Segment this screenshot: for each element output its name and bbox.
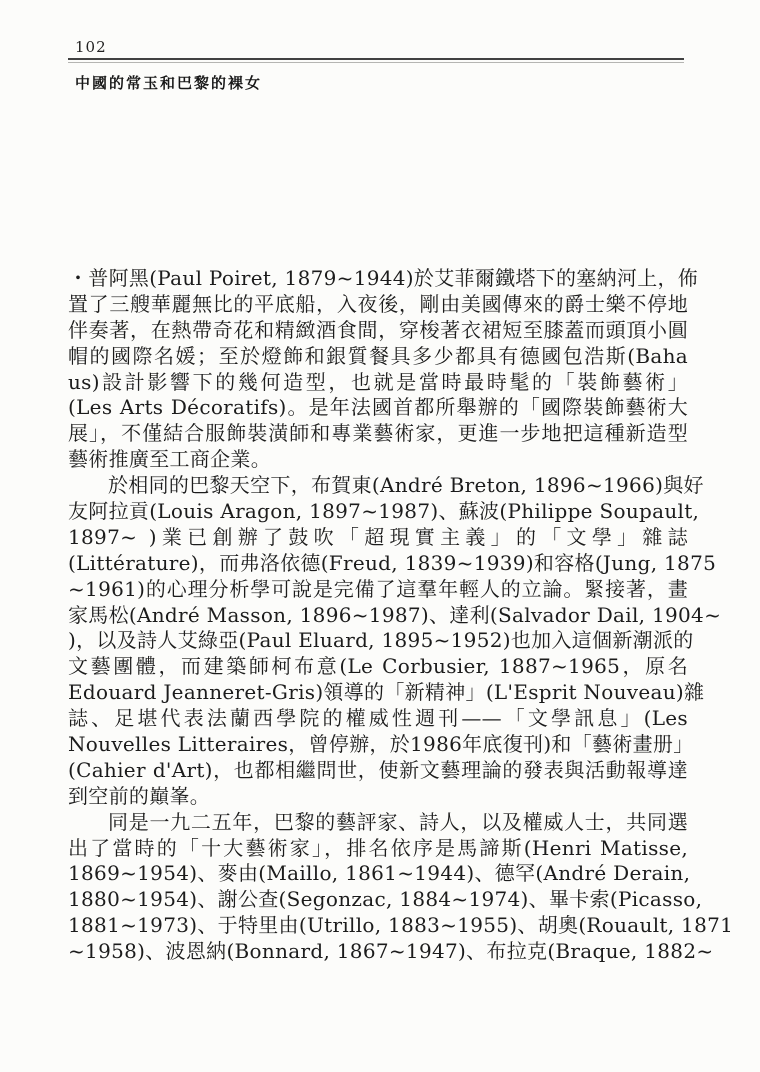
text-line: 藝術推廣至工商企業。 [68,447,271,472]
text-line: 1869~1954)、麥由(Maillo, 1861~1944)、德罕(André Derain, [68,861,691,886]
text-line: ~1961)的心理分析學可說是完備了這羣年輕人的立論。緊接著，畫 [68,576,688,601]
text-line: Nouvelles Litteraires，曾停辦，於1986年底復刊)和「藝術畫册」 [68,732,694,757]
text-line: )，以及詩人艾綠亞(Paul Eluard, 1895~1952)也加入這個新潮派的 [68,628,694,653]
body-text [68,266,734,965]
text-line: 家馬松(André Masson, 1896~1987)、達利(Salvador Dail, 1904~ [68,602,722,627]
text-line: ・普阿黑(Paul Poiret, 1879~1944)於艾菲爾鐵塔下的塞納河上，佈 [68,266,699,290]
text-line: us)設計影響下的幾何造型，也就是當時最時髦的「裝飾藝術」 [68,369,688,394]
text-line: 1897~ )業已創辦了鼓吹「超現實主義」的「文學」雜誌 [68,524,688,549]
text-line: 伴奏著，在熱帶奇花和精緻酒食間，穿梭著衣裙短至膝蓋而頭頂小圓 [68,317,688,342]
text-line: ~1958)、波恩納(Bonnard, 1867~1947)、布拉克(Braque, 1882~ [68,939,714,964]
text-line: 置了三艘華麗無比的平底船，入夜後，剛由美國傳來的爵士樂不停地 [68,291,688,316]
text-line: (Littérature)，而弗洛依德(Freud, 1839~1939)和容格(Jung, 1875 [68,550,717,575]
page-number: 102 [75,38,107,56]
text-line: 文藝團體，而建築師柯布意(Le Corbusier, 1887~1965，原名 [68,654,688,679]
running-title: 中國的常玉和巴黎的裸女 [75,74,263,92]
text-line: 友阿拉貢(Louis Aragon, 1897~1987)、蘇波(Philippe Soupault, [68,499,700,524]
header-rule [68,58,684,60]
text-line: 1880~1954)、謝公查(Segonzac, 1884~1974)、畢卡索(Picasso, [68,887,703,912]
text-line: 出了當時的「十大藝術家」，排名依序是馬諦斯(Henri Matisse, [68,835,688,860]
text-line: (Les Arts Décoratifs)。是年法國首都所舉辦的「國際裝飾藝術大 [68,395,688,420]
text-line: 到空前的巔峯。 [68,783,211,808]
text-line: 同是一九二五年，巴黎的藝評家、詩人，以及權威人士，共同選 [108,809,688,834]
text-line: Edouard Jeanneret-Gris)領導的「新精神」(L'Esprit Nouveau)雜 [68,680,705,705]
text-line: 1881~1973)、于特里由(Utrillo, 1883~1955)、胡奧(Rouault, 1871 [68,913,734,938]
header-rule-shadow [68,62,684,63]
text-line: 誌、足堪代表法蘭西學院的權威性週刊——「文學訊息」(Les [68,706,688,731]
text-line: 展」，不僅結合服飾裝潢師和專業藝術家，更進一步地把這種新造型 [68,421,688,446]
text-line: 帽的國際名媛；至於燈飾和銀質餐具多少都具有德國包浩斯(Baha [68,343,688,368]
text-line: (Cahier d'Art)，也都相繼問世，使新文藝理論的發表與活動報導達 [68,757,688,782]
text-line: 於相同的巴黎天空下，布賀東(André Breton, 1896~1966)與好 [108,473,704,498]
